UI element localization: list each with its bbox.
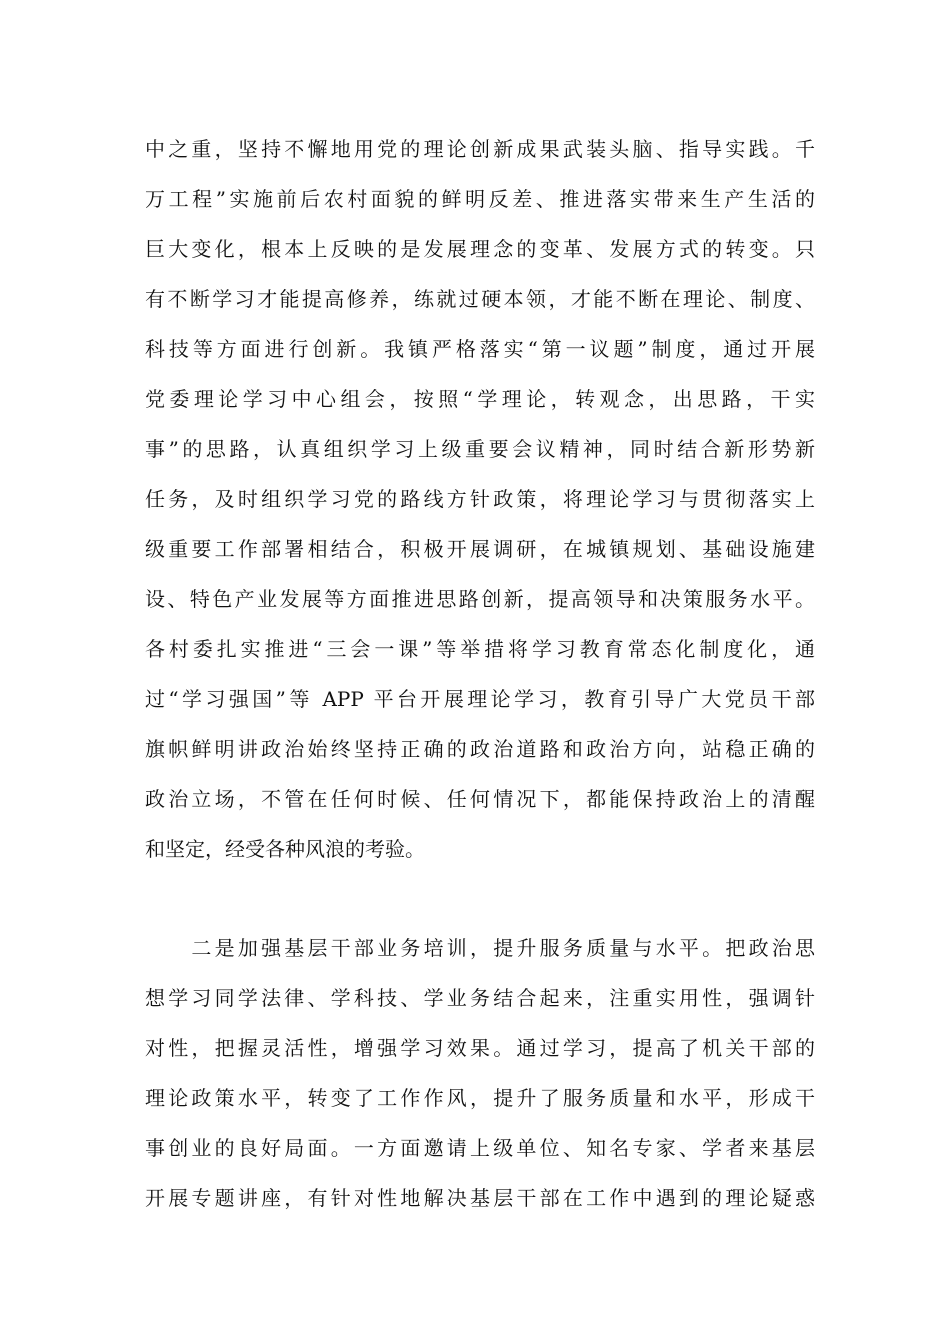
text-line: 理论政策水平，转变了工作作风，提升了服务质量和水平，形成干 <box>145 1086 815 1110</box>
text-line: 想学习同学法律、学科技、学业务结合起来，注重实用性，强调针 <box>145 986 815 1010</box>
text-line: 级重要工作部署相结合，积极开展调研，在城镇规划、基础设施建 <box>145 537 815 561</box>
text-line: 各村委扎实推进“三会一课”等举措将学习教育常态化制度化，通 <box>145 637 815 661</box>
text-line: 政治立场，不管在任何时候、任何情况下，都能保持政治上的清醒 <box>145 787 815 811</box>
text-line: 对性，把握灵活性，增强学习效果。通过学习，提高了机关干部的 <box>145 1036 815 1060</box>
paragraph-theory-study <box>145 124 815 874</box>
text-line: 二是加强基层干部业务培训，提升服务质量与水平。把政治思 <box>145 936 815 960</box>
text-line: 万工程”实施前后农村面貌的鲜明反差、推进落实带来生产生活的 <box>145 187 815 211</box>
paragraph-cadre-training <box>145 923 815 1223</box>
text-line: 有不断学习才能提高修养，练就过硬本领，才能不断在理论、制度、 <box>145 287 815 311</box>
text-line: 设、特色产业发展等方面推进思路创新，提高领导和决策服务水平。 <box>145 587 815 611</box>
text-line: 事”的思路，认真组织学习上级重要会议精神，同时结合新形势新 <box>145 437 815 461</box>
text-line: 中之重，坚持不懈地用党的理论创新成果武装头脑、指导实践。千 <box>145 137 815 161</box>
text-line: 过“学习强国”等 APP 平台开展理论学习，教育引导广大党员干部 <box>145 687 815 711</box>
text-line: 和坚定，经受各种风浪的考验。 <box>145 837 425 861</box>
text-line: 党委理论学习中心组会，按照“学理论，转观念，出思路，干实 <box>145 387 815 411</box>
text-line: 任务，及时组织学习党的路线方针政策，将理论学习与贯彻落实上 <box>145 487 815 511</box>
text-line: 巨大变化，根本上反映的是发展理念的变革、发展方式的转变。只 <box>145 237 815 261</box>
text-line: 事创业的良好局面。一方面邀请上级单位、知名专家、学者来基层 <box>145 1136 815 1160</box>
text-line: 开展专题讲座，有针对性地解决基层干部在工作中遇到的理论疑惑 <box>145 1186 815 1210</box>
text-line: 旗帜鲜明讲政治始终坚持正确的政治道路和政治方向，站稳正确的 <box>145 737 815 761</box>
text-line: 科技等方面进行创新。我镇严格落实“第一议题”制度，通过开展 <box>145 337 815 361</box>
